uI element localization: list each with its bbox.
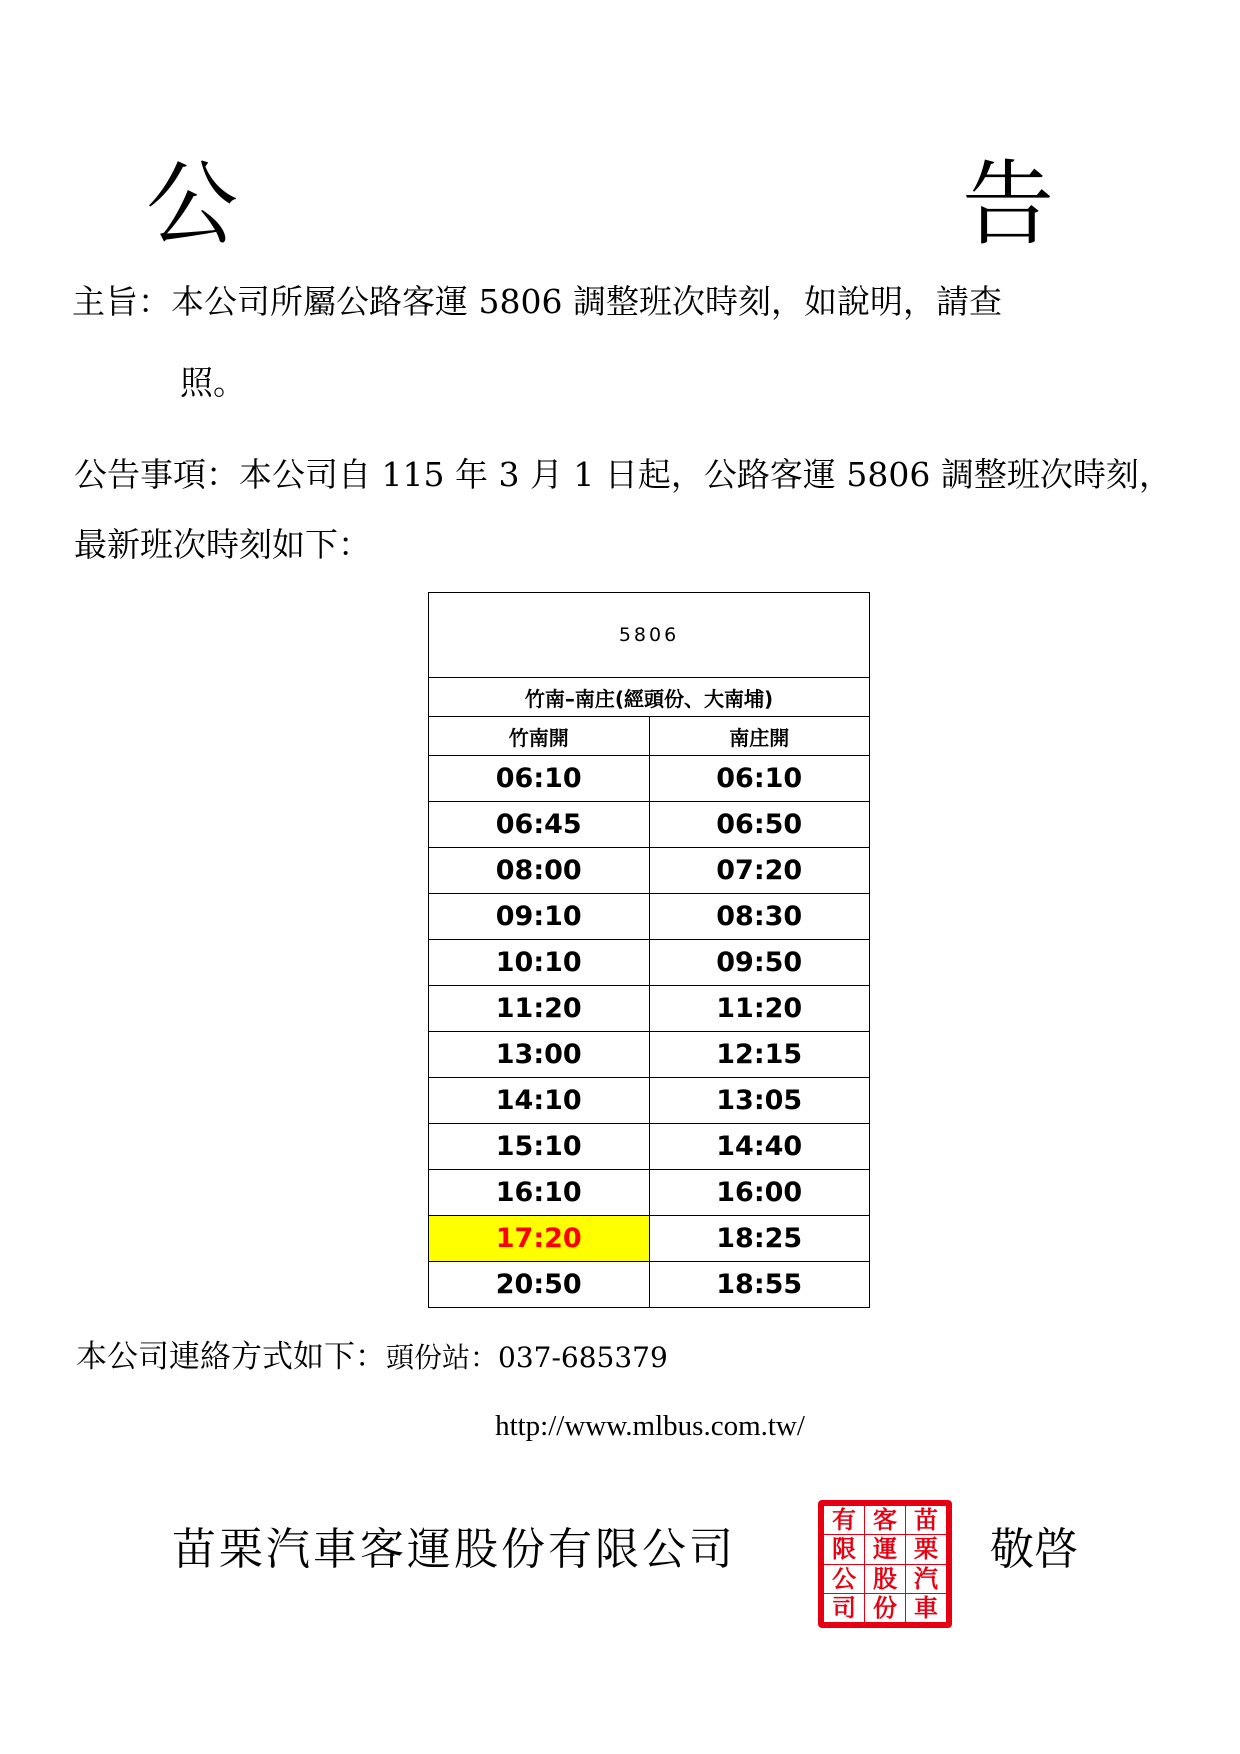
column-header-nanzhuang: 南庄開 — [649, 717, 870, 756]
subject-line: 主旨：本公司所屬公路客運 5806 調整班次時刻，如說明，請查 — [72, 282, 1002, 321]
departure-zhunan: 08:00 — [429, 848, 650, 894]
contact-station: 頭份站：037-685379 — [386, 1341, 668, 1374]
departure-nanzhuang: 13:05 — [649, 1078, 870, 1124]
table-row — [429, 848, 870, 894]
departure-nanzhuang: 09:50 — [649, 940, 870, 986]
table-row — [429, 986, 870, 1032]
subject-continuation: 照。 — [180, 363, 246, 402]
table-row — [429, 756, 870, 802]
column-header-zhunan: 竹南開 — [429, 717, 650, 756]
table-row — [429, 1262, 870, 1308]
departure-nanzhuang: 08:30 — [649, 894, 870, 940]
seal-char: 有 — [824, 1506, 864, 1534]
departure-nanzhuang: 14:40 — [649, 1124, 870, 1170]
table-row — [429, 802, 870, 848]
seal-char: 限 — [824, 1535, 864, 1563]
table-row — [429, 940, 870, 986]
table-row — [429, 1216, 870, 1262]
signature-closing: 敬啓 — [990, 1524, 1078, 1575]
departure-nanzhuang: 06:50 — [649, 802, 870, 848]
website-url: http://www.mlbus.com.tw/ — [495, 1410, 805, 1442]
seal-char: 汽 — [906, 1565, 946, 1593]
notice-items: 公告事項：本公司自 115 年 3 月 1 日起，公路客運 5806 調整班次時刻，最新班次時刻如下： — [74, 455, 1172, 564]
company-name: 苗栗汽車客運股份有限公司 — [172, 1524, 736, 1575]
seal-char: 客 — [865, 1506, 905, 1534]
contact-label: 本公司連絡方式如下： — [76, 1339, 386, 1375]
departure-zhunan: 11:20 — [429, 986, 650, 1032]
departure-zhunan: 17:20 — [429, 1216, 650, 1262]
table-row — [429, 1078, 870, 1124]
departure-zhunan: 14:10 — [429, 1078, 650, 1124]
departure-zhunan: 09:10 — [429, 894, 650, 940]
route-description: 竹南–南庄(經頭份、大南埔) — [429, 678, 870, 717]
route-number: 5806 — [429, 593, 870, 678]
seal-char: 股 — [865, 1565, 905, 1593]
departure-nanzhuang: 07:20 — [649, 848, 870, 894]
seal-char: 苗 — [906, 1506, 946, 1534]
departure-nanzhuang: 18:55 — [649, 1262, 870, 1308]
departure-zhunan: 15:10 — [429, 1124, 650, 1170]
departure-nanzhuang: 16:00 — [649, 1170, 870, 1216]
seal-char: 公 — [824, 1565, 864, 1593]
departure-zhunan: 20:50 — [429, 1262, 650, 1308]
departure-zhunan: 16:10 — [429, 1170, 650, 1216]
departure-zhunan: 10:10 — [429, 940, 650, 986]
table-row — [429, 894, 870, 940]
departure-nanzhuang: 18:25 — [649, 1216, 870, 1262]
table-row — [429, 1124, 870, 1170]
departure-nanzhuang: 11:20 — [649, 986, 870, 1032]
seal-char: 司 — [824, 1594, 864, 1622]
departure-zhunan: 06:45 — [429, 802, 650, 848]
seal-char: 份 — [865, 1594, 905, 1622]
table-row — [429, 1032, 870, 1078]
notice-title: 公 告 — [146, 151, 1234, 258]
schedule-table — [428, 592, 870, 1308]
contact-line — [76, 1336, 668, 1379]
seal-char: 運 — [865, 1535, 905, 1563]
departure-nanzhuang: 12:15 — [649, 1032, 870, 1078]
departure-zhunan: 13:00 — [429, 1032, 650, 1078]
schedule-body — [429, 756, 870, 1308]
seal-char: 車 — [906, 1594, 946, 1622]
seal-char: 栗 — [906, 1535, 946, 1563]
departure-nanzhuang: 06:10 — [649, 756, 870, 802]
departure-zhunan: 06:10 — [429, 756, 650, 802]
company-seal-stamp — [818, 1500, 952, 1628]
table-row — [429, 1170, 870, 1216]
